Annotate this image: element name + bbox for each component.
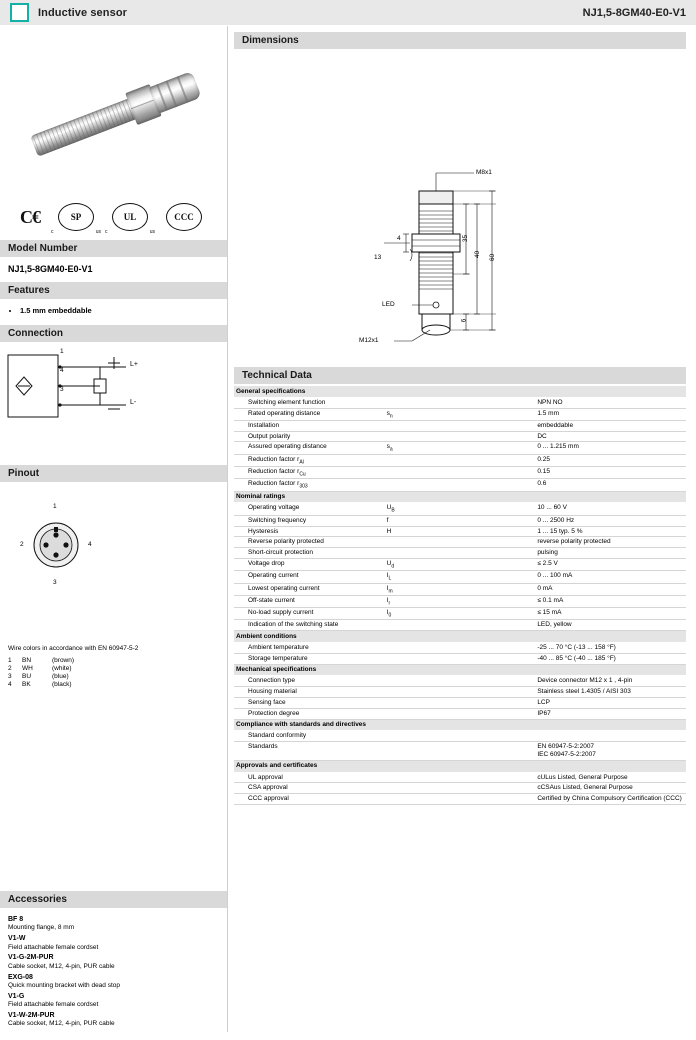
accessory-desc: Mounting flange, 8 mm: [8, 924, 75, 932]
technical-row-symbol: [385, 431, 536, 442]
technical-row-symbol: [385, 794, 536, 805]
technical-row-label: Ambient temperature: [234, 643, 385, 654]
technical-row-value: Stainless steel 1.4305 / AISI 303: [535, 687, 686, 698]
dimensions-svg: [234, 49, 686, 349]
technical-row-symbol: $I_r$: [385, 595, 536, 607]
accessory-name: V1-W-2M-PUR: [8, 1012, 55, 1020]
wire-code: WH: [22, 664, 33, 672]
technical-row-symbol: [385, 676, 536, 687]
technical-row-value: 0.6: [535, 479, 686, 491]
table-row: [234, 595, 686, 607]
table-row: [8, 656, 74, 664]
table-row: [234, 537, 686, 548]
technical-row-value: EN 60947-5-2:2007 IEC 60947-5-2:2007: [535, 742, 686, 761]
wire-color-table: [8, 656, 74, 688]
technical-row-value: 0 ... 1.215 mm: [535, 442, 686, 454]
left-column: [0, 26, 228, 1032]
technical-group-header: [234, 719, 686, 731]
dim-13-label: 13: [374, 254, 382, 261]
wire-color: (brown): [52, 656, 75, 664]
section-connection: Connection: [0, 325, 227, 343]
right-column: [228, 26, 696, 1032]
table-row: [234, 515, 686, 526]
table-row: [234, 583, 686, 595]
technical-row-symbol: [385, 742, 536, 761]
technical-row-value: -40 ... 85 °C (-40 ... 185 °F): [535, 653, 686, 664]
technical-group-header: [234, 631, 686, 643]
technical-row-value: IP67: [535, 708, 686, 719]
table-row: [234, 558, 686, 570]
accessory-name: V1-W: [8, 935, 26, 943]
table-row: [234, 454, 686, 466]
technical-row-symbol: [385, 772, 536, 783]
technical-row-value: 1.5 mm: [535, 408, 686, 420]
dim-35-label: 35: [462, 234, 470, 243]
connector-ring-2: [165, 80, 177, 107]
sensor-thread: [32, 98, 137, 156]
technical-row-label: Housing material: [234, 687, 385, 698]
technical-row-label: Reduction factor $r_{303}$: [234, 479, 385, 491]
technical-row-symbol: [385, 548, 536, 559]
technical-group-title: Approvals and certificates: [234, 760, 686, 772]
ccc-mark-icon: CCC: [166, 203, 202, 231]
wire-number: 3: [8, 672, 12, 680]
technical-group-title: General specifications: [234, 386, 686, 397]
pinout-diagram: [0, 483, 227, 643]
technical-row-label: CCC approval: [234, 794, 385, 805]
product-photo: [0, 26, 227, 194]
connector-ring-1: [156, 84, 168, 111]
accessory-desc: Field attachable female cordset: [8, 943, 99, 951]
technical-row-label: Sensing face: [234, 698, 385, 709]
technical-row-value: 0 ... 100 mA: [535, 571, 686, 583]
technical-data-table: [234, 386, 686, 805]
dim-4-label: 4: [397, 235, 401, 242]
technical-row-label: Standards: [234, 742, 385, 761]
section-dimensions: Dimensions: [234, 32, 686, 49]
csa-mark-icon: SP c us: [58, 203, 94, 231]
table-row: [234, 397, 686, 408]
table-row: [234, 503, 686, 515]
technical-group-title: Ambient conditions: [234, 631, 686, 643]
technical-row-symbol: $U_d$: [385, 558, 536, 570]
sensor-connector: [149, 71, 202, 114]
table-row: [234, 731, 686, 742]
pinout-label-bottom: 3: [53, 579, 57, 586]
technical-row-label: Output polarity: [234, 431, 385, 442]
table-row: [234, 698, 686, 709]
table-row: [234, 643, 686, 654]
pinout-label-right: 4: [88, 541, 92, 548]
section-accessories: Accessories: [0, 891, 227, 909]
technical-row-symbol: f: [385, 515, 536, 526]
technical-row-value: Certified by China Compulsory Certification (CCC): [535, 794, 686, 805]
wire-code: BK: [22, 680, 31, 688]
technical-row-value: 1 ... 15 typ. 5 %: [535, 526, 686, 537]
section-model-number: Model Number: [0, 240, 227, 258]
table-row: [234, 772, 686, 783]
table-row: [234, 442, 686, 454]
accessory-desc: Cable socket, M12, 4-pin, PUR cable: [8, 1020, 115, 1028]
wire-number: 1: [8, 656, 12, 664]
dim-40-label: 40: [474, 250, 482, 259]
technical-row-label: Protection degree: [234, 708, 385, 719]
wire-code: BN: [22, 656, 32, 664]
ce-mark-icon: C€: [20, 206, 40, 227]
technical-row-symbol: [385, 643, 536, 654]
connection-lminus-label: L-: [130, 399, 137, 406]
accessory-name: V1-G: [8, 992, 25, 1000]
table-row: [234, 742, 686, 761]
technical-row-value: -25 ... 70 °C (-13 ... 158 °F): [535, 643, 686, 654]
feature-item: • 1.5 mm embeddable: [20, 306, 219, 315]
technical-row-value: cULus Listed, General Purpose: [535, 772, 686, 783]
table-row: [234, 467, 686, 479]
section-pinout: Pinout: [0, 465, 227, 483]
accessories-list: [0, 911, 227, 1040]
technical-row-symbol: [385, 467, 536, 479]
connection-diagram: [0, 343, 227, 465]
technical-row-value: reverse polarity protected: [535, 537, 686, 548]
connection-schematic-svg: [0, 343, 228, 461]
technical-row-value: 0.25: [535, 454, 686, 466]
dim-thread-top-label: M8x1: [476, 169, 492, 176]
certification-marks: [0, 194, 227, 240]
technical-row-label: Connection type: [234, 676, 385, 687]
technical-row-symbol: [385, 708, 536, 719]
technical-group-title: Nominal ratings: [234, 491, 686, 503]
technical-row-value: 0 ... 2500 Hz: [535, 515, 686, 526]
table-row: [234, 571, 686, 583]
technical-row-label: Rated operating distance: [234, 408, 385, 420]
technical-row-label: Indication of the switching state: [234, 620, 385, 631]
technical-row-symbol: [385, 537, 536, 548]
technical-row-symbol: [385, 731, 536, 742]
wire-color: (blue): [52, 672, 69, 680]
table-row: [234, 526, 686, 537]
technical-row-symbol: [385, 698, 536, 709]
page-title: Inductive sensor: [38, 6, 128, 19]
connection-pin-1-label: 1: [60, 348, 64, 355]
wire-color-note: Wire colors in accordance with EN 60947-5-2: [8, 645, 139, 652]
technical-row-label: Standard conformity: [234, 731, 385, 742]
technical-row-symbol: $I_L$: [385, 571, 536, 583]
technical-row-label: Short-circuit protection: [234, 548, 385, 559]
table-row: [234, 708, 686, 719]
accessory-desc: Quick mounting bracket with dead stop: [8, 982, 121, 990]
technical-row-label: Switching frequency: [234, 515, 385, 526]
technical-row-symbol: [385, 397, 536, 408]
technical-row-label: Voltage drop: [234, 558, 385, 570]
technical-row-label: Assured operating distance: [234, 442, 385, 454]
table-row: [234, 687, 686, 698]
technical-row-label: Storage temperature: [234, 653, 385, 664]
table-row: [234, 408, 686, 420]
technical-group-title: Mechanical specifications: [234, 664, 686, 676]
technical-row-value: NPN NO: [535, 397, 686, 408]
sensor-image: [25, 58, 208, 170]
technical-row-value: Device connector M12 x 1 , 4-pin: [535, 676, 686, 687]
table-row: [8, 672, 74, 680]
accessory-name: V1-G-2M-PUR: [8, 954, 54, 962]
technical-row-label: Reduction factor $r_{Cu}$: [234, 467, 385, 479]
accessory-desc: Field attachable female cordset: [8, 1001, 99, 1009]
table-row: [234, 653, 686, 664]
connector-ring-3: [177, 76, 189, 103]
dim-6-label: 6: [460, 318, 468, 323]
table-row: [234, 620, 686, 631]
technical-row-label: Switching element function: [234, 397, 385, 408]
technical-group-title: Compliance with standards and directives: [234, 719, 686, 731]
wire-number: 2: [8, 664, 12, 672]
technical-group-header: [234, 491, 686, 503]
section-technical-data: Technical Data: [234, 367, 686, 384]
accessory-name: EXG-08: [8, 973, 33, 981]
technical-row-value: ≤ 15 mA: [535, 608, 686, 620]
table-row: [234, 431, 686, 442]
table-row: [234, 420, 686, 431]
table-row: [234, 794, 686, 805]
technical-row-symbol: $I_0$: [385, 608, 536, 620]
dimensions-drawing: [234, 49, 686, 367]
technical-row-symbol: [385, 420, 536, 431]
technical-row-value: cCSAus Listed, General Purpose: [535, 783, 686, 794]
technical-row-label: Operating current: [234, 571, 385, 583]
technical-row-label: Reduction factor $r_{Al}$: [234, 454, 385, 466]
technical-row-symbol: $s_n$: [385, 408, 536, 420]
technical-group-header: [234, 760, 686, 772]
wire-color: (white): [52, 664, 72, 672]
technical-row-symbol: $U_B$: [385, 503, 536, 515]
dim-led-label: LED: [382, 301, 395, 308]
technical-row-symbol: [385, 479, 536, 491]
connection-pin-3-label: 3: [60, 386, 64, 393]
accessory-name: BF 8: [8, 916, 24, 923]
table-row: [234, 783, 686, 794]
technical-row-label: Hysteresis: [234, 526, 385, 537]
technical-row-value: pulsing: [535, 548, 686, 559]
technical-row-label: No-load supply current: [234, 608, 385, 620]
technical-row-value: DC: [535, 431, 686, 442]
square-logo-icon: [10, 3, 29, 22]
page-header: [0, 0, 696, 26]
table-row: [8, 664, 74, 672]
technical-row-label: UL approval: [234, 772, 385, 783]
connection-pin-4-label: 4: [60, 367, 64, 374]
dim-60-label: 60: [489, 253, 497, 262]
connection-lplus-label: L+: [130, 361, 138, 368]
wire-color: (black): [52, 680, 72, 688]
technical-row-label: Installation: [234, 420, 385, 431]
technical-group-header: [234, 664, 686, 676]
technical-row-value: [535, 731, 686, 742]
technical-group-header: [234, 386, 686, 397]
wire-code: BU: [22, 672, 32, 680]
features-list: [0, 300, 227, 325]
wire-number: 4: [8, 680, 12, 688]
table-row: [234, 479, 686, 491]
pinout-label-top: 1: [53, 503, 57, 510]
technical-row-symbol: [385, 454, 536, 466]
ul-mark-icon: UL c us: [112, 203, 148, 231]
technical-row-symbol: [385, 620, 536, 631]
technical-row-label: Reverse polarity protected: [234, 537, 385, 548]
table-row: [234, 676, 686, 687]
technical-row-value: 0 mA: [535, 583, 686, 595]
section-features: Features: [0, 282, 227, 300]
technical-row-symbol: $I_m$: [385, 583, 536, 595]
technical-row-label: CSA approval: [234, 783, 385, 794]
technical-row-value: ≤ 2.5 V: [535, 558, 686, 570]
technical-row-value: LCP: [535, 698, 686, 709]
table-row: [234, 608, 686, 620]
accessory-desc: Cable socket, M12, 4-pin, PUR cable: [8, 962, 115, 970]
technical-row-label: Off-state current: [234, 595, 385, 607]
technical-row-label: Lowest operating current: [234, 583, 385, 595]
technical-row-symbol: H: [385, 526, 536, 537]
page-body: [0, 26, 696, 1032]
technical-row-symbol: $s_a$: [385, 442, 536, 454]
table-row: [234, 548, 686, 559]
model-number-value: NJ1,5-8GM40-E0-V1: [8, 264, 93, 274]
technical-row-symbol: [385, 783, 536, 794]
technical-row-value: 0.15: [535, 467, 686, 479]
technical-row-symbol: [385, 653, 536, 664]
technical-row-value: ≤ 0.1 mA: [535, 595, 686, 607]
technical-row-symbol: [385, 687, 536, 698]
table-row: [8, 680, 74, 688]
header-model-number: NJ1,5-8GM40-E0-V1: [582, 6, 686, 19]
technical-row-value: embeddable: [535, 420, 686, 431]
technical-row-value: 10 ... 60 V: [535, 503, 686, 515]
technical-row-value: LED, yellow: [535, 620, 686, 631]
pinout-label-left: 2: [20, 541, 24, 548]
pinout-connector-svg: [0, 483, 228, 603]
technical-row-label: Operating voltage: [234, 503, 385, 515]
dim-thread-bottom-label: M12x1: [359, 337, 379, 344]
